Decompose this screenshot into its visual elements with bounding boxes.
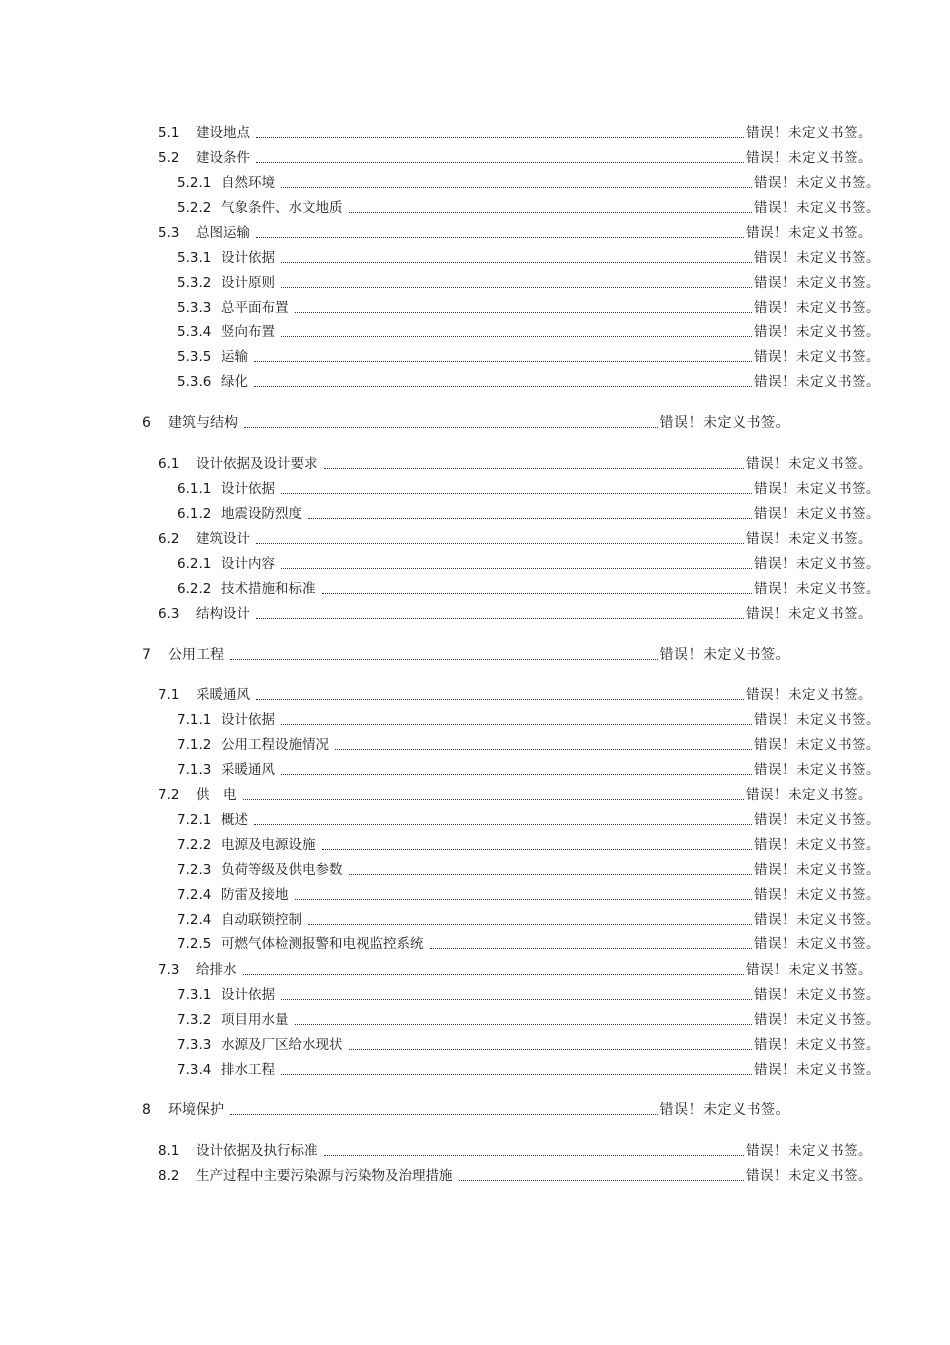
toc-dot-leader xyxy=(244,427,658,428)
toc-entry-number: 5.3.6 xyxy=(177,374,212,390)
toc-dot-leader xyxy=(254,824,752,825)
toc-entry-number: 7.2.2 xyxy=(177,837,212,853)
toc-entry-number: 7.3 xyxy=(158,962,180,978)
toc-entry[interactable] xyxy=(158,528,872,548)
toc-entry-title: 绿化 xyxy=(221,374,248,390)
toc-entry-number: 7.2.5 xyxy=(177,936,212,952)
toc-entry-page-ref: 错误！未定义书签。 xyxy=(754,1037,880,1053)
toc-dot-leader xyxy=(430,948,753,949)
toc-entry[interactable] xyxy=(177,503,880,523)
toc-entry-page-ref: 错误！未定义书签。 xyxy=(659,1102,790,1118)
toc-entry-title: 负荷等级及供电参数 xyxy=(221,862,343,878)
toc-entry-page-ref: 错误！未定义书签。 xyxy=(754,556,880,572)
toc-entry[interactable] xyxy=(142,1099,790,1119)
toc-entry-number: 7.1.1 xyxy=(177,712,212,728)
toc-entry-number: 5.1 xyxy=(158,125,180,141)
toc-entry[interactable] xyxy=(177,984,880,1004)
toc-entry[interactable] xyxy=(177,834,880,854)
toc-dot-leader xyxy=(349,874,753,875)
toc-entry[interactable] xyxy=(158,453,872,473)
toc-dot-leader xyxy=(256,618,744,619)
toc-entry-title: 概述 xyxy=(221,812,248,828)
toc-entry-number: 5.3.1 xyxy=(177,250,212,266)
toc-entry-number: 5.2.1 xyxy=(177,175,212,191)
toc-entry-page-ref: 错误！未定义书签。 xyxy=(754,175,880,191)
toc-entry-title: 建设地点 xyxy=(196,125,250,141)
toc-entry[interactable] xyxy=(158,959,872,979)
toc-entry[interactable] xyxy=(177,909,880,929)
toc-entry-number: 6.1 xyxy=(158,456,180,472)
toc-entry-title: 技术措施和标准 xyxy=(221,581,316,597)
toc-entry-number: 6 xyxy=(142,415,151,431)
toc-entry-number: 6.2.2 xyxy=(177,581,212,597)
toc-entry-number: 5.3.2 xyxy=(177,275,212,291)
toc-entry[interactable] xyxy=(158,147,872,167)
toc-entry-title: 环境保护 xyxy=(168,1102,224,1118)
toc-entry-title: 设计原则 xyxy=(221,275,275,291)
toc-dot-leader xyxy=(281,999,752,1000)
toc-entry-number: 7.2.4 xyxy=(177,912,212,928)
toc-entry-title: 可燃气体检测报警和电视监控系统 xyxy=(221,936,424,952)
toc-entry-title: 防雷及接地 xyxy=(221,887,289,903)
toc-entry[interactable] xyxy=(158,222,872,242)
toc-entry-title: 设计依据 xyxy=(221,712,275,728)
toc-entry-title: 结构设计 xyxy=(196,606,250,622)
toc-dot-leader xyxy=(256,237,744,238)
toc-entry-title: 设计依据及设计要求 xyxy=(196,456,318,472)
toc-entry-page-ref: 错误！未定义书签。 xyxy=(746,1143,872,1159)
toc-dot-leader xyxy=(335,749,752,750)
toc-entry-page-ref: 错误！未定义书签。 xyxy=(746,1168,872,1184)
toc-entry[interactable] xyxy=(158,122,872,142)
toc-entry-number: 6.2 xyxy=(158,531,180,547)
toc-entry-number: 7.1.2 xyxy=(177,737,212,753)
toc-dot-leader xyxy=(256,543,744,544)
toc-entry-page-ref: 错误！未定义书签。 xyxy=(754,250,880,266)
toc-entry[interactable] xyxy=(177,272,880,292)
toc-entry-number: 7.3.3 xyxy=(177,1037,212,1053)
toc-entry-page-ref: 错误！未定义书签。 xyxy=(754,349,880,365)
toc-dot-leader xyxy=(281,493,752,494)
toc-entry-page-ref: 错误！未定义书签。 xyxy=(746,687,872,703)
toc-dot-leader xyxy=(308,518,752,519)
toc-entry-number: 6.1.1 xyxy=(177,481,212,497)
toc-entry-page-ref: 错误！未定义书签。 xyxy=(754,737,880,753)
toc-entry-page-ref: 错误！未定义书签。 xyxy=(659,415,790,431)
toc-entry-title: 设计依据 xyxy=(221,250,275,266)
toc-entry-page-ref: 错误！未定义书签。 xyxy=(754,1062,880,1078)
toc-entry-number: 7.2.3 xyxy=(177,862,212,878)
toc-dot-leader xyxy=(349,212,753,213)
toc-entry-number: 7.2 xyxy=(158,787,180,803)
toc-entry-title: 排水工程 xyxy=(221,1062,275,1078)
toc-entry[interactable] xyxy=(177,1009,880,1029)
toc-dot-leader xyxy=(281,1074,752,1075)
toc-entry-number: 7.3.2 xyxy=(177,1012,212,1028)
toc-entry-title: 设计依据及执行标准 xyxy=(196,1143,318,1159)
toc-entry-page-ref: 错误！未定义书签。 xyxy=(754,1012,880,1028)
toc-entry-page-ref: 错误！未定义书签。 xyxy=(746,125,872,141)
toc-entry-page-ref: 错误！未定义书签。 xyxy=(754,762,880,778)
toc-dot-leader xyxy=(459,1180,745,1181)
toc-entry[interactable] xyxy=(177,197,880,217)
toc-entry[interactable] xyxy=(177,709,880,729)
toc-entry[interactable] xyxy=(177,371,880,391)
toc-entry-page-ref: 错误！未定义书签。 xyxy=(754,324,880,340)
toc-entry[interactable] xyxy=(158,784,872,804)
toc-entry-title: 气象条件、水文地质 xyxy=(221,200,343,216)
toc-dot-leader xyxy=(324,468,745,469)
toc-dot-leader xyxy=(243,974,745,975)
toc-dot-leader xyxy=(308,924,752,925)
toc-entry-title: 建设条件 xyxy=(196,150,250,166)
toc-entry-number: 6.1.2 xyxy=(177,506,212,522)
toc-entry-title: 项目用水量 xyxy=(221,1012,289,1028)
toc-entry-page-ref: 错误！未定义书签。 xyxy=(754,581,880,597)
toc-dot-leader xyxy=(256,162,744,163)
toc-entry-title: 竖向布置 xyxy=(221,324,275,340)
toc-entry-number: 7 xyxy=(142,647,151,663)
toc-entry-number: 7.2.1 xyxy=(177,812,212,828)
toc-entry-number: 8 xyxy=(142,1102,151,1118)
toc-entry-number: 7.3.4 xyxy=(177,1062,212,1078)
toc-entry-title: 自然环境 xyxy=(221,175,275,191)
toc-entry-number: 7.3.1 xyxy=(177,987,212,1003)
toc-entry-title: 电源及电源设施 xyxy=(221,837,316,853)
toc-entry-title: 公用工程设施情况 xyxy=(221,737,329,753)
toc-entry-page-ref: 错误！未定义书签。 xyxy=(754,481,880,497)
toc-dot-leader xyxy=(254,386,752,387)
toc-dot-leader xyxy=(295,312,753,313)
toc-entry[interactable] xyxy=(177,933,880,953)
toc-entry-title: 建筑与结构 xyxy=(168,415,238,431)
toc-entry-number: 5.3.4 xyxy=(177,324,212,340)
toc-entry-title: 采暖通风 xyxy=(221,762,275,778)
toc-entry-number: 5.3 xyxy=(158,225,180,241)
toc-dot-leader xyxy=(295,899,753,900)
toc-entry[interactable] xyxy=(142,644,790,664)
toc-entry-page-ref: 错误！未定义书签。 xyxy=(754,936,880,952)
toc-dot-leader xyxy=(281,262,752,263)
toc-entry-number: 7.1 xyxy=(158,687,180,703)
toc-entry-title: 运输 xyxy=(221,349,248,365)
toc-dot-leader xyxy=(349,1049,753,1050)
toc-entry-title: 总平面布置 xyxy=(221,300,289,316)
toc-entry-title: 生产过程中主要污染源与污染物及治理措施 xyxy=(196,1168,453,1184)
toc-entry-title: 自动联锁控制 xyxy=(221,912,302,928)
toc-entry-number: 5.2.2 xyxy=(177,200,212,216)
toc-entry-page-ref: 错误！未定义书签。 xyxy=(746,787,872,803)
toc-dot-leader xyxy=(281,336,752,337)
toc-entry[interactable] xyxy=(177,809,880,829)
toc-entry-title: 地震设防烈度 xyxy=(221,506,302,522)
toc-entry[interactable] xyxy=(158,684,872,704)
toc-entry[interactable] xyxy=(177,172,880,192)
toc-entry-page-ref: 错误！未定义书签。 xyxy=(754,374,880,390)
toc-entry[interactable] xyxy=(177,1059,880,1079)
toc-entry-page-ref: 错误！未定义书签。 xyxy=(754,300,880,316)
toc-entry-page-ref: 错误！未定义书签。 xyxy=(754,200,880,216)
toc-entry[interactable] xyxy=(177,859,880,879)
toc-dot-leader xyxy=(322,849,753,850)
toc-entry[interactable] xyxy=(177,346,880,366)
toc-dot-leader xyxy=(281,724,752,725)
toc-dot-leader xyxy=(243,799,745,800)
toc-entry-page-ref: 错误！未定义书签。 xyxy=(746,150,872,166)
toc-entry-page-ref: 错误！未定义书签。 xyxy=(754,812,880,828)
toc-entry-page-ref: 错误！未定义书签。 xyxy=(754,506,880,522)
toc-entry[interactable] xyxy=(177,247,880,267)
toc-entry-page-ref: 错误！未定义书签。 xyxy=(746,962,872,978)
toc-entry-page-ref: 错误！未定义书签。 xyxy=(754,712,880,728)
toc-entry-page-ref: 错误！未定义书签。 xyxy=(754,275,880,291)
toc-entry[interactable] xyxy=(177,1034,880,1054)
toc-entry[interactable] xyxy=(158,1140,872,1160)
toc-entry-page-ref: 错误！未定义书签。 xyxy=(746,225,872,241)
toc-dot-leader xyxy=(256,699,744,700)
toc-entry[interactable] xyxy=(142,412,790,432)
toc-entry-page-ref: 错误！未定义书签。 xyxy=(754,862,880,878)
toc-dot-leader xyxy=(281,287,752,288)
toc-entry-title: 设计内容 xyxy=(221,556,275,572)
toc-entry[interactable] xyxy=(177,734,880,754)
toc-entry[interactable] xyxy=(177,884,880,904)
toc-entry-title: 设计依据 xyxy=(221,481,275,497)
toc-entry-number: 7.2.4 xyxy=(177,887,212,903)
toc-dot-leader xyxy=(230,659,658,660)
toc-entry-number: 6.2.1 xyxy=(177,556,212,572)
toc-entry-page-ref: 错误！未定义书签。 xyxy=(746,606,872,622)
toc-entry-page-ref: 错误！未定义书签。 xyxy=(754,987,880,1003)
toc-entry-number: 6.3 xyxy=(158,606,180,622)
toc-entry-page-ref: 错误！未定义书签。 xyxy=(754,912,880,928)
toc-entry[interactable] xyxy=(158,603,872,623)
toc-entry-number: 5.3.5 xyxy=(177,349,212,365)
toc-dot-leader xyxy=(281,774,752,775)
toc-entry-title: 设计依据 xyxy=(221,987,275,1003)
toc-entry-page-ref: 错误！未定义书签。 xyxy=(746,456,872,472)
toc-entry-number: 8.2 xyxy=(158,1168,180,1184)
toc-entry-title: 采暖通风 xyxy=(196,687,250,703)
toc-dot-leader xyxy=(324,1155,745,1156)
toc-entry-title: 供 电 xyxy=(196,787,237,803)
toc-entry-title: 建筑设计 xyxy=(196,531,250,547)
toc-entry[interactable] xyxy=(177,553,880,573)
toc-entry[interactable] xyxy=(177,578,880,598)
toc-dot-leader xyxy=(295,1024,753,1025)
toc-entry-page-ref: 错误！未定义书签。 xyxy=(746,531,872,547)
toc-entry[interactable] xyxy=(177,321,880,341)
toc-entry-number: 5.3.3 xyxy=(177,300,212,316)
toc-entry[interactable] xyxy=(177,297,880,317)
toc-entry[interactable] xyxy=(177,478,880,498)
toc-dot-leader xyxy=(281,187,752,188)
toc-entry-number: 5.2 xyxy=(158,150,180,166)
toc-entry-number: 8.1 xyxy=(158,1143,180,1159)
toc-entry-number: 7.1.3 xyxy=(177,762,212,778)
toc-entry-title: 给排水 xyxy=(196,962,237,978)
toc-dot-leader xyxy=(256,137,744,138)
toc-entry-page-ref: 错误！未定义书签。 xyxy=(754,887,880,903)
toc-entry[interactable] xyxy=(177,759,880,779)
toc-entry-page-ref: 错误！未定义书签。 xyxy=(659,647,790,663)
toc-entry-title: 水源及厂区给水现状 xyxy=(221,1037,343,1053)
toc-dot-leader xyxy=(281,568,752,569)
toc-entry[interactable] xyxy=(158,1165,872,1185)
toc-entry-title: 公用工程 xyxy=(168,647,224,663)
toc-entry-page-ref: 错误！未定义书签。 xyxy=(754,837,880,853)
toc-entry-title: 总图运输 xyxy=(196,225,250,241)
toc-dot-leader xyxy=(230,1114,658,1115)
toc-dot-leader xyxy=(254,361,752,362)
toc-dot-leader xyxy=(322,593,753,594)
